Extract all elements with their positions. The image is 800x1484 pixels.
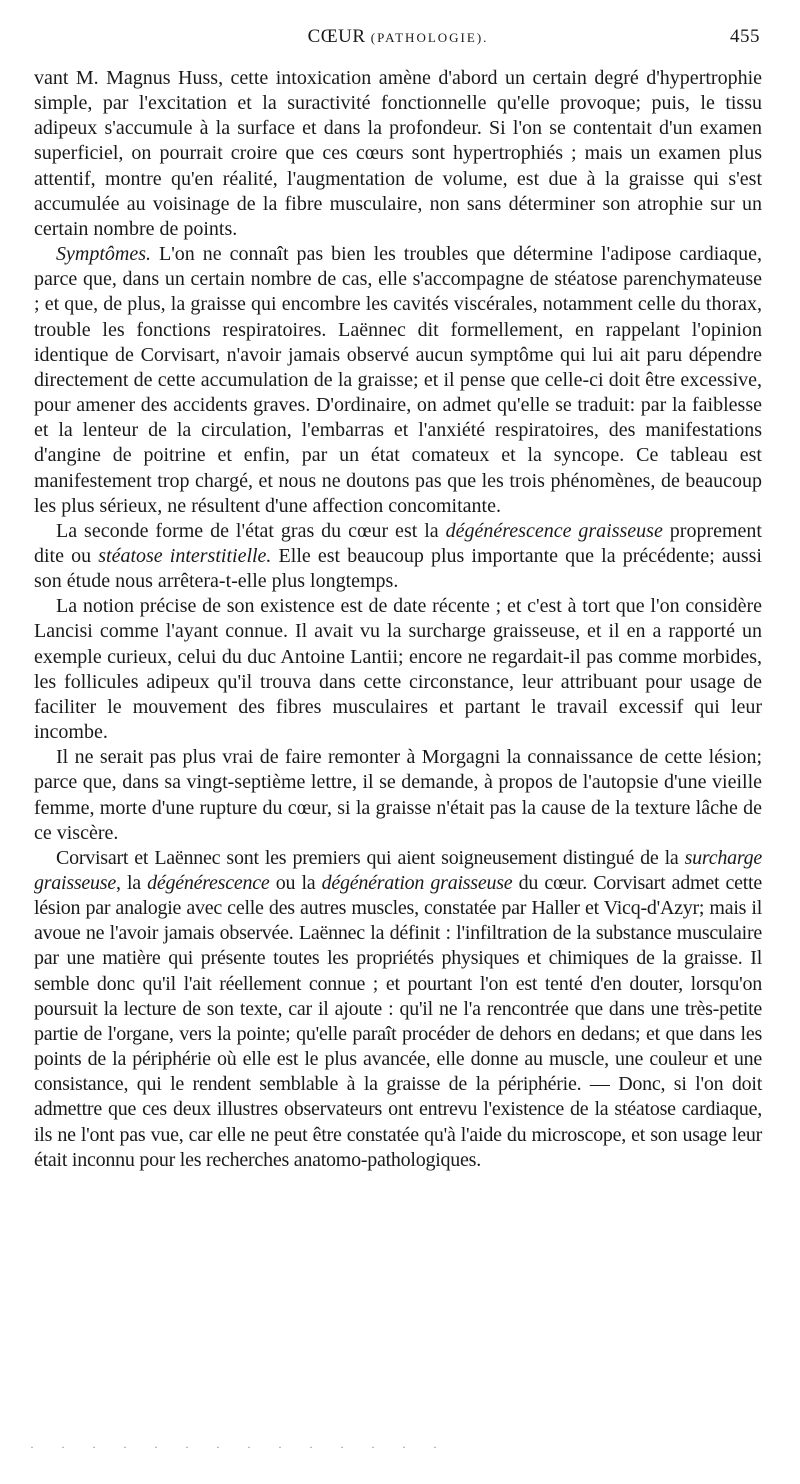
run-in-heading: Symptômes. (56, 243, 151, 266)
paragraph-symptoms-text: L'on ne connaît pas bien les troubles que détermine l'adipose cardiaque, parce que, dans un certain nombre de cas, elle s'accompagne de stéatose parenchymateuse ; et que, de plus, la graisse qui encombre les cavités viscérales, notamment celle du thorax, trouble les fonctions respiratoires. Laënnec dit formellement, en rappelant l'opinion identique de Corvisart, n'avoir jamais observé aucun symptôme qui lui ait paru dépendre directement de cette accumulation de la graisse; et il pense que celle-ci doit être excessive, pour amener des accidents graves. D'ordinaire, on admet qu'elle se traduit: par la faiblesse et la lenteur de la circulation, l'embarras et l'anxiété respiratoires, des manifestations d'angine de poitrine et enfin, par un état comateux et la syncope. Ce tableau est manifestement trop chargé, et nous ne doutons pas que les trois phénomènes, de beaucoup les plus sérieux, ne résultent d'une affection concomitante. (34, 243, 762, 517)
paragraph-6-text-a: Corvisart et Laënnec sont les premiers qui aient soigneusement distingué de la (56, 846, 685, 869)
emphasis-degenerescence-2: dégénérescence (147, 872, 270, 894)
paragraph-3-text-a: La seconde forme de l'état gras du cœur est la (56, 519, 446, 542)
running-title (34, 26, 762, 48)
emphasis-degeneration: dégénération graisseuse (321, 872, 513, 894)
running-title-sub: (PATHOLOGIE). (370, 30, 489, 45)
body-text (34, 66, 762, 1173)
paragraph-6-text-b: , la (115, 872, 148, 894)
paragraph-1 (34, 66, 762, 242)
paragraph-4-text: La notion précise de son existence est de date récente ; et c'est à tort que l'on considère Lancisi comme l'ayant connue. Il avait vu la surcharge graisseuse, et il en a rapporté un exemple curieux, celui du duc Antoine Lantii; encore ne regardait-il pas comme morbides, les follicules adipeux qu'il trouva dans cette circonstance, leur attribuant pour usage de faciliter le mouvement des fibres musculaires et partant le travail excessif qui leur incombe. (34, 595, 762, 744)
paragraph-4 (34, 594, 762, 745)
emphasis-surcharge: surcharge graisseuse (34, 846, 762, 894)
paragraph-6 (34, 846, 762, 1173)
paragraph-1-text: vant M. Magnus Huss, cette intoxication amène d'abord un certain degré d'hypertrophie simple, par l'excitation et la suractivité fonctionnelle qu'elle provoque; puis, le tissu adipeux s'accumule à la surface et dans la profondeur. Si l'on se contentait d'un examen superficiel, on pourrait croire que ces cœurs sont hypertrophiés ; mais un examen plus attentif, montre qu'en réalité, l'augmentation de volume, est due à la graisse qui s'est accumulée au voisinage de la fibre musculaire, non sans déterminer son atrophie sur un certain nombre de points. (34, 67, 762, 240)
scan-specks: · · · · · · · · · · · · · · (30, 1440, 449, 1452)
paragraph-symptoms (34, 242, 762, 519)
paragraph-3-text-c: Elle est beaucoup plus importante que la précédente; aussi son étude nous arrêtera-t-elle plus longtemps. (34, 544, 762, 593)
running-header (34, 26, 762, 60)
emphasis-steatose: stéatose interstitielle. (98, 544, 272, 567)
running-title-main: CŒUR (307, 26, 366, 47)
paragraph-3-text-b: proprement dite ou (34, 519, 762, 567)
paragraph-5-text: Il ne serait pas plus vrai de faire remonter à Morgagni la connaissance de cette lésion; parce que, dans sa vingt-septième lettre, il se demande, à propos de l'autopsie d'une vieille femme, morte d'une rupture du cœur, si la graisse n'était pas la cause de la texture lâche de ce viscère. (34, 746, 762, 844)
paragraph-6-text-d: du cœur. Corvisart admet cette lésion par analogie avec celle des autres muscles, constatée par Haller et Vicq-d'Azyr; mais il avoue ne l'avoir jamais observée. Laënnec la définit : l'infiltration de la substance musculaire par une matière qui présente toutes les propriétés physiques et chimiques de la graisse. Il semble donc qu'il l'ait réellement connue ; et pourtant l'on est tenté d'en douter, lorsqu'on poursuit la lecture de son texte, car il ajoute : qu'il ne l'a rencontrée que dans une très-petite partie de l'organe, vers la pointe; qu'elle paraît procéder de dehors en dedans; et que dans les points de la périphérie où elle est le plus avancée, elle donne au muscle, une couleur et une consistance, qui le rendent semblable à la graisse de la périphérie. — Donc, si l'on doit admettre que ces deux illustres observateurs ont entrevu l'existence de la stéatose cardiaque, ils ne l'ont pas vue, car elle ne peut être constatée qu'à l'aide du microscope, et son usage leur était inconnu pour les recherches anatomo-pathologiques. (34, 872, 762, 1171)
paragraph-3 (34, 519, 762, 594)
paragraph-6-text-c: ou la (269, 872, 322, 894)
emphasis-degenerescence: dégénérescence graisseuse (445, 519, 663, 542)
paragraph-5 (34, 745, 762, 846)
page-number: 455 (730, 26, 760, 47)
